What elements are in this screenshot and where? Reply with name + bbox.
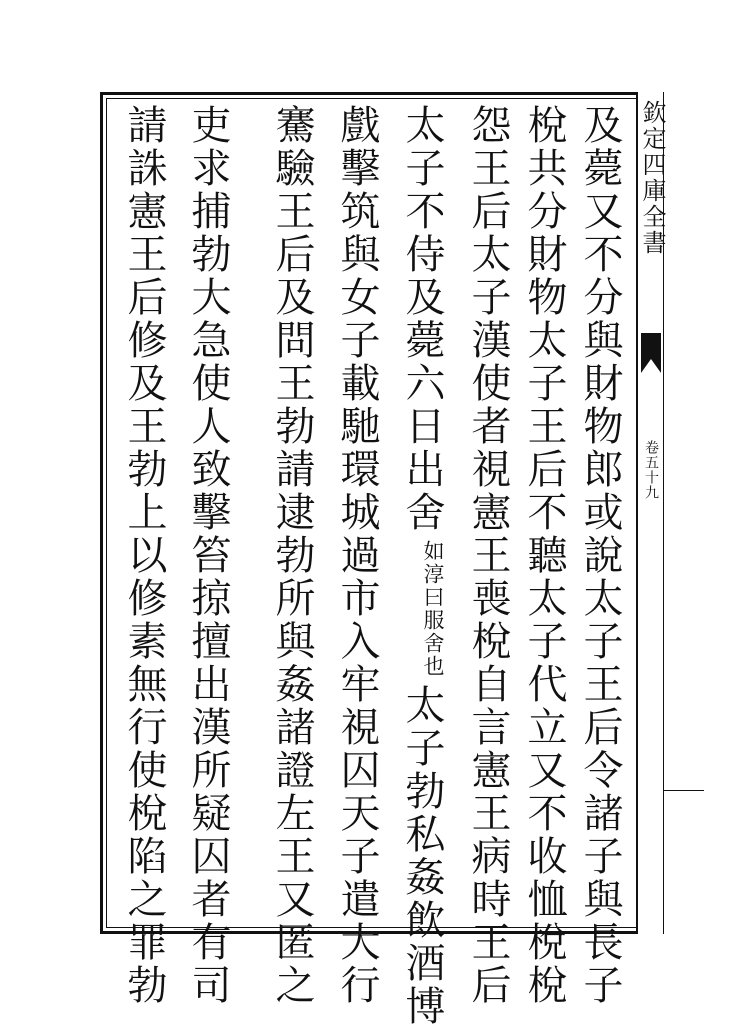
column-text: 戲擊筑與女子載馳環城過市入牢視囚天子遣大行 [334,104,380,1007]
text-column-5 [334,104,380,1007]
column-text-continued: 太子勃私姦飲酒博 [399,684,445,1028]
column-text: 吏求捕勃大急使人致擊笞掠擅出漢所疑囚者有司 [185,104,231,1007]
margin-book-title: 欽定四庫全書 [638,100,666,256]
column-text: 太子不侍及薨六日出舍 [399,104,445,534]
page-edge-rule [664,790,704,791]
text-column-2 [521,104,567,1007]
margin-volume-number: 卷五十九 [643,440,659,500]
commentary-note: 如淳曰服舍也 [421,540,445,678]
fish-tail-ornament-icon [641,333,661,373]
column-text: 騫驗王后及問王勃請逮勃所與姦諸證左王又匿之 [269,104,315,1007]
column-text: 怨王后太子漢使者視憲王喪梲自言憲王病時王后 [465,104,511,1007]
text-column-3 [465,104,511,1007]
text-column-4 [399,104,445,1028]
text-column-6 [269,104,315,1007]
column-text: 及薨又不分與財物郎或說太子王后令諸子與長子 [577,104,623,1007]
column-text: 梲共分財物太子王后不聽太子代立又不收恤梲梲 [521,104,567,1007]
text-column-8 [121,104,167,1007]
text-column-1 [577,104,623,1007]
column-text: 請誅憲王后修及王勃上以修素無行使梲陷之罪勃 [121,104,167,1007]
text-column-7 [185,104,231,1007]
